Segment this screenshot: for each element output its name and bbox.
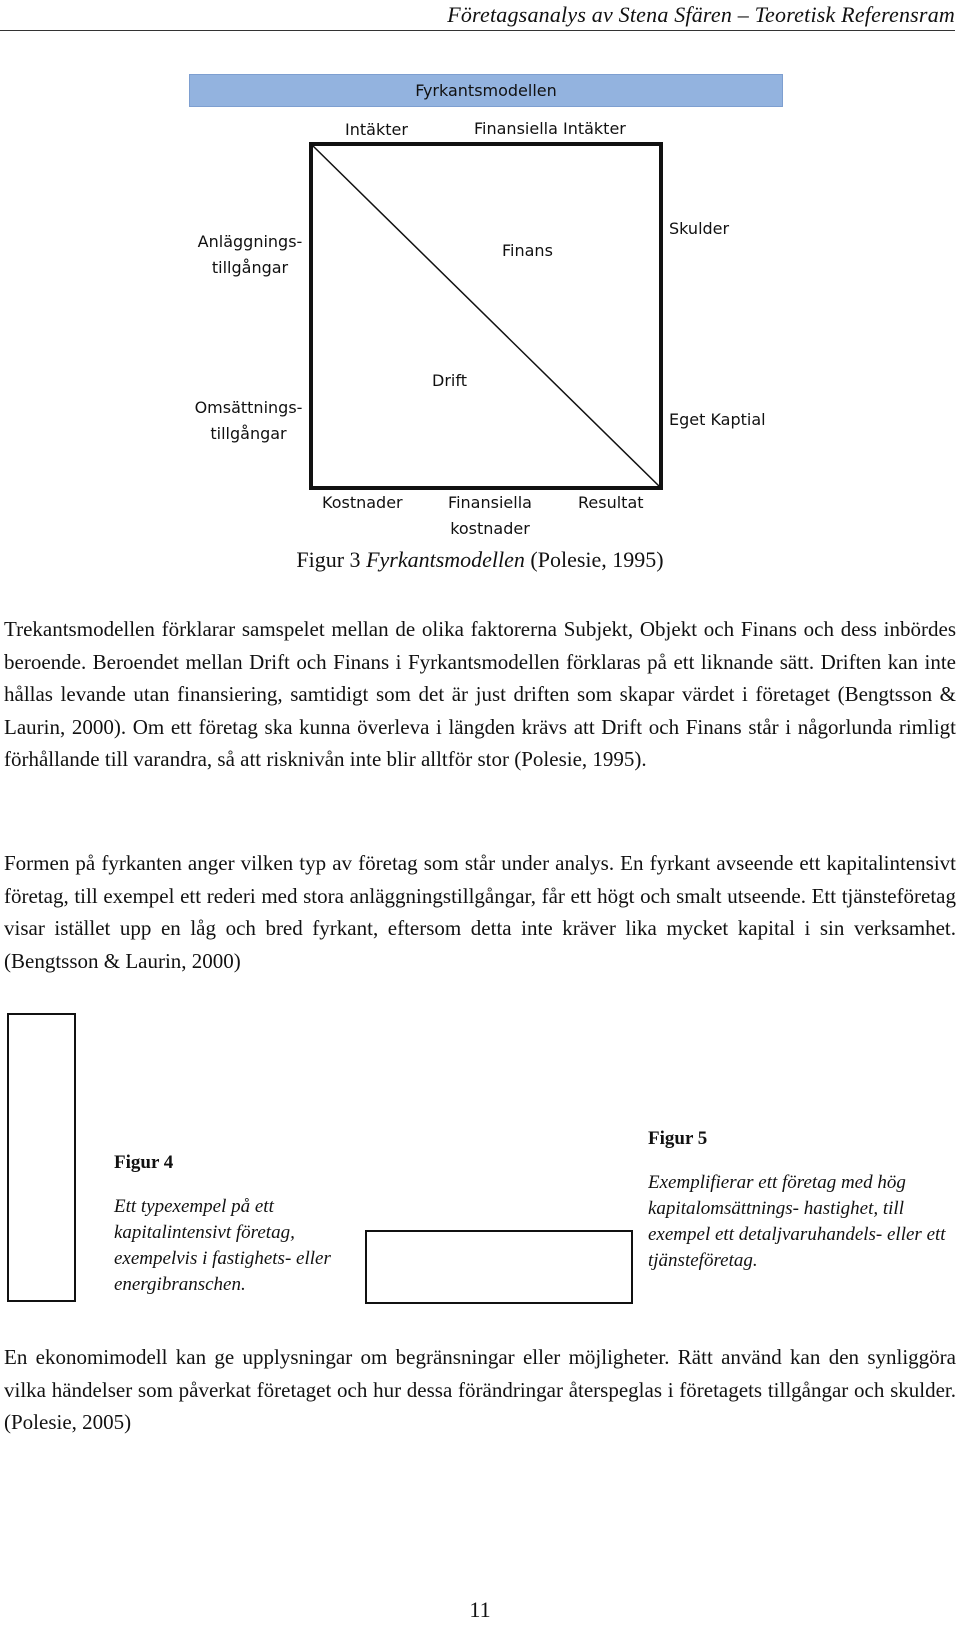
page-number: 11 — [469, 1597, 491, 1622]
model-diagram — [0, 0, 960, 560]
paragraph-1: Trekantsmodellen förklarar samspelet mellan de olika faktorerna Subjekt, Objekt och Finans och dess inbördes beroende. Beroendet mellan Drift och Finans i Fyrkantsmodellen förklaras på ett liknande sätt. Driften kan inte hållas levande utan finansiering, samtidigt som det är just driften som skapar värdet i företaget (Bengtsson & Laurin, 2000). Om ett företag ska kunna överleva i längden krävs att Drift och Finans står i någorlunda rimligt förhållande till varandra, så att risknivån inte blir alltför stor (Polesie, 1995). — [4, 617, 956, 771]
label-finansiella-kostnader — [430, 490, 550, 542]
figure-3-fyrkantsmodellen — [0, 0, 960, 572]
label-finansiella-intakter: Finansiella Intäkter — [474, 119, 626, 138]
label-kostnader: Kostnader — [322, 493, 403, 512]
figure-4-caption — [114, 1150, 354, 1298]
label-anlaggningstillgangar — [188, 229, 312, 281]
model-banner: Fyrkantsmodellen — [189, 74, 783, 107]
figure-5-wide-rectangle — [365, 1230, 633, 1304]
figure-5-label: Figur 5 — [648, 1128, 708, 1149]
header-title: Företagsanalys av Stena Sfären – Teoretisk Referensram — [447, 2, 955, 27]
figure-4-text: Ett typexempel på ett kapitalintensivt företag, exempelvis i fastighets- eller energibranschen. — [114, 1196, 331, 1295]
caption-prefix: Figur 3 — [296, 547, 367, 572]
label-eget-kapital: Eget Kaptial — [669, 410, 766, 429]
label-anlaggnings-line1: Anläggnings- — [197, 232, 303, 251]
figure-5-caption — [648, 1126, 948, 1294]
paragraph-2: Formen på fyrkanten anger vilken typ av företag som står under analys. En fyrkant avseende ett kapitalintensivt företag, till exempel ett rederi med stora anläggningstillgångar, får ett högt och smalt utseende. Ett tjänsteföretag visar istället upp en låg och bred fyrkant, eftersom detta inte kräver lika mycket kapital i sin verksamhet. (Bengtsson & Laurin, 2000) — [4, 851, 956, 973]
caption-title: Fyrkantsmodellen — [366, 547, 525, 572]
label-omsattningstillgangar — [181, 395, 316, 447]
model-diagonal — [311, 144, 661, 488]
figure-5-text: Exemplifierar ett företag med hög kapitalomsättnings- hastighet, till exempel ett detaljvaruhandels- eller ett tjänsteföretag. — [648, 1172, 946, 1271]
label-resultat: Resultat — [578, 493, 644, 512]
label-finans: Finans — [502, 241, 553, 260]
label-finansiella-kostnader-line2: kostnader — [450, 519, 530, 538]
caption-suffix: (Polesie, 1995) — [524, 547, 664, 572]
label-finansiella-kostnader-line1: Finansiella — [448, 493, 532, 512]
label-skulder: Skulder — [669, 219, 730, 238]
figure-4-tall-rectangle — [7, 1013, 76, 1302]
label-omsattnings-line2: tillgångar — [210, 424, 287, 443]
paragraph-3: En ekonomimodell kan ge upplysningar om begränsningar eller möjligheter. Rätt använd kan den synliggöra vilka händelser som påverkat företaget och hur dessa förändringar återspeglas i företagets tillgångar och skulder. (Polesie, 2005) — [4, 1345, 956, 1434]
label-omsattnings-line1: Omsättnings- — [194, 398, 303, 417]
label-anlaggnings-line2: tillgångar — [211, 258, 289, 277]
figure-3-caption — [0, 547, 960, 573]
figure-4-label: Figur 4 — [114, 1152, 174, 1173]
label-drift: Drift — [432, 371, 467, 390]
label-intakter: Intäkter — [345, 120, 408, 139]
